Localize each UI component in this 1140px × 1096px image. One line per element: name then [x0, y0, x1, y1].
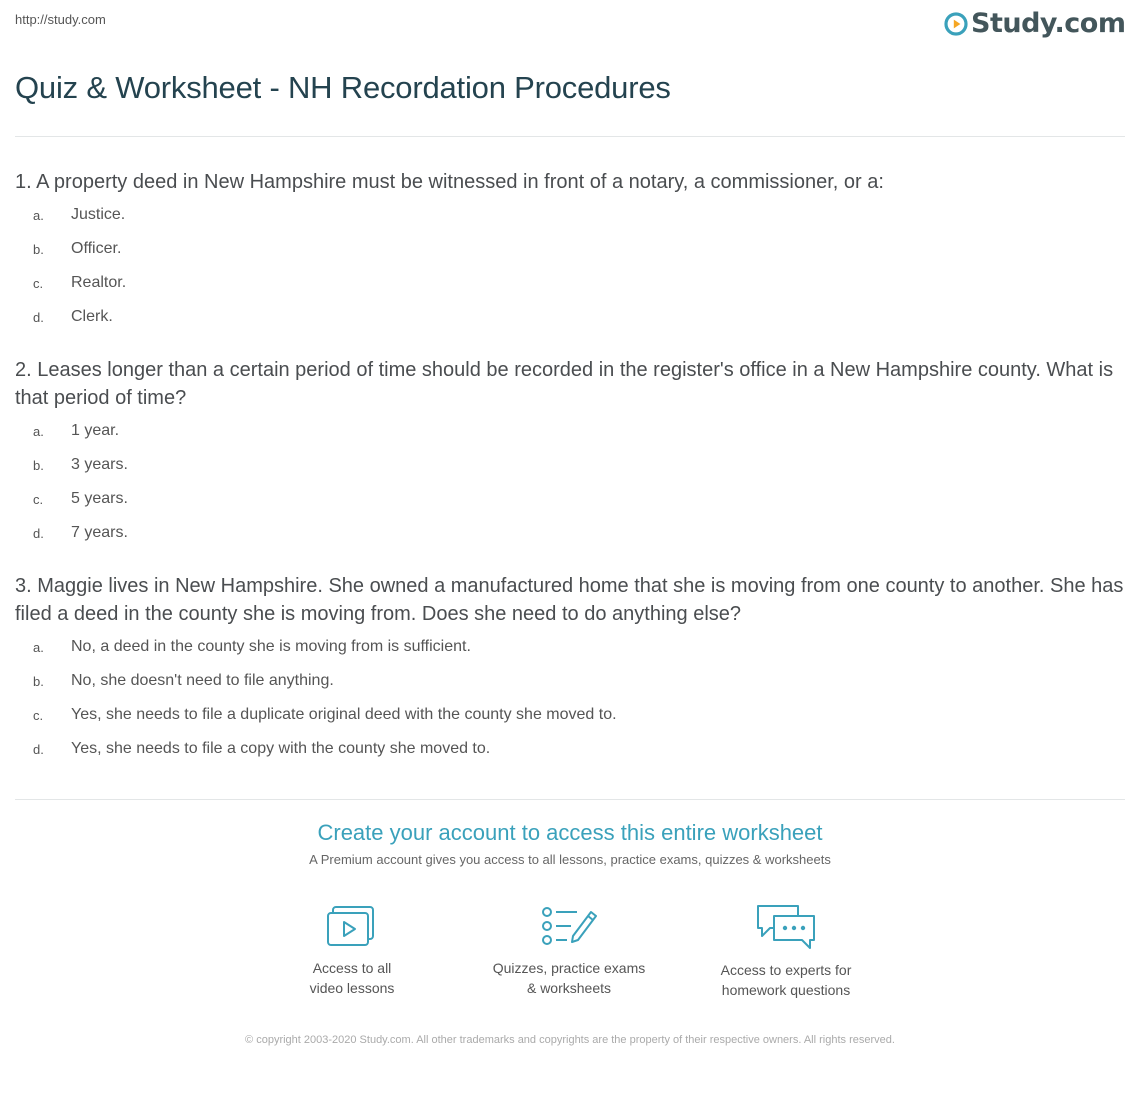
answer-option[interactable]	[15, 732, 1125, 766]
play-circle-icon	[944, 12, 968, 36]
question-text: 1. A property deed in New Hampshire must be witnessed in front of a notary, a commissioner, or a:	[15, 171, 884, 193]
answer-option[interactable]	[15, 664, 1125, 698]
quiz-questions	[15, 168, 1125, 788]
answer-option[interactable]	[15, 198, 1125, 232]
option-list	[15, 414, 1125, 550]
option-text: 7 years.	[71, 524, 128, 541]
option-letter: c.	[33, 491, 44, 507]
option-text: 3 years.	[71, 456, 128, 473]
copyright-footer: © copyright 2003-2020 Study.com. All other trademarks and copyrights are the property of their respective owners. All rights reserved.	[245, 1034, 895, 1046]
option-letter: a.	[33, 639, 44, 655]
feature-label-line: Access to all	[312, 960, 392, 976]
option-text: Yes, she needs to file a copy with the county she moved to.	[71, 740, 491, 757]
feature-label	[252, 958, 452, 998]
option-text: Officer.	[71, 240, 122, 257]
answer-option[interactable]	[15, 448, 1125, 482]
feature-video-lessons	[252, 904, 452, 998]
question-1	[15, 168, 1125, 334]
site-url-link[interactable]: http://study.com	[15, 12, 106, 27]
feature-label	[469, 958, 669, 998]
quiz-checklist-icon	[541, 904, 597, 948]
option-letter: a.	[33, 423, 44, 439]
feature-label-line: & worksheets	[526, 980, 612, 996]
option-text: Clerk.	[71, 308, 113, 325]
feature-label-line: video lessons	[309, 980, 395, 996]
option-letter: d.	[33, 309, 44, 325]
question-text: 3. Maggie lives in New Hampshire. She owned a manufactured home that she is moving from one county to another. She has filed a deed in the county she is moving from. Does she need to do anything else?	[15, 575, 1124, 625]
answer-option[interactable]	[15, 698, 1125, 732]
option-letter: c.	[33, 275, 44, 291]
chat-experts-icon	[754, 904, 818, 950]
logo-text: Study.com	[971, 8, 1126, 39]
cta-subtitle: A Premium account gives you access to all lessons, practice exams, quizzes & worksheets	[309, 852, 831, 867]
answer-option[interactable]	[15, 232, 1125, 266]
option-letter: c.	[33, 707, 44, 723]
option-text: Yes, she needs to file a duplicate original deed with the county she moved to.	[71, 706, 617, 723]
feature-experts	[686, 904, 886, 1000]
feature-label-line: Access to experts for	[720, 962, 852, 978]
option-text: Realtor.	[71, 274, 127, 291]
cta-title-link[interactable]: Create your account to access this entire worksheet	[317, 820, 823, 845]
option-letter: d.	[33, 525, 44, 541]
feature-label-line: Quizzes, practice exams	[492, 960, 646, 976]
feature-quizzes	[469, 904, 669, 998]
option-letter: b.	[33, 241, 44, 257]
option-letter: b.	[33, 673, 44, 689]
signup-cta	[0, 820, 1140, 867]
option-text: 5 years.	[71, 490, 128, 507]
question-text: 2. Leases longer than a certain period of time should be recorded in the register's office in a New Hampshire county. What is that period of time?	[15, 359, 1114, 409]
question-2	[15, 356, 1125, 550]
cta-divider	[15, 799, 1125, 800]
option-letter: a.	[33, 207, 44, 223]
option-letter: b.	[33, 457, 44, 473]
option-text: 1 year.	[71, 422, 120, 439]
answer-option[interactable]	[15, 414, 1125, 448]
study-logo[interactable]	[944, 8, 1125, 40]
answer-option[interactable]	[15, 266, 1125, 300]
page-title: Quiz & Worksheet - NH Recordation Procedures	[15, 70, 671, 105]
title-divider	[15, 136, 1125, 137]
option-list	[15, 630, 1125, 766]
feature-label	[686, 960, 886, 1000]
answer-option[interactable]	[15, 482, 1125, 516]
feature-label-line: homework questions	[721, 982, 851, 998]
option-list	[15, 198, 1125, 334]
option-text: No, a deed in the county she is moving from is sufficient.	[71, 638, 471, 655]
top-bar	[0, 0, 1140, 50]
video-lessons-icon	[326, 904, 378, 948]
option-text: No, she doesn't need to file anything.	[71, 672, 334, 689]
question-3	[15, 572, 1125, 766]
option-letter: d.	[33, 741, 44, 757]
option-text: Justice.	[71, 206, 126, 223]
answer-option[interactable]	[15, 630, 1125, 664]
answer-option[interactable]	[15, 300, 1125, 334]
answer-option[interactable]	[15, 516, 1125, 550]
